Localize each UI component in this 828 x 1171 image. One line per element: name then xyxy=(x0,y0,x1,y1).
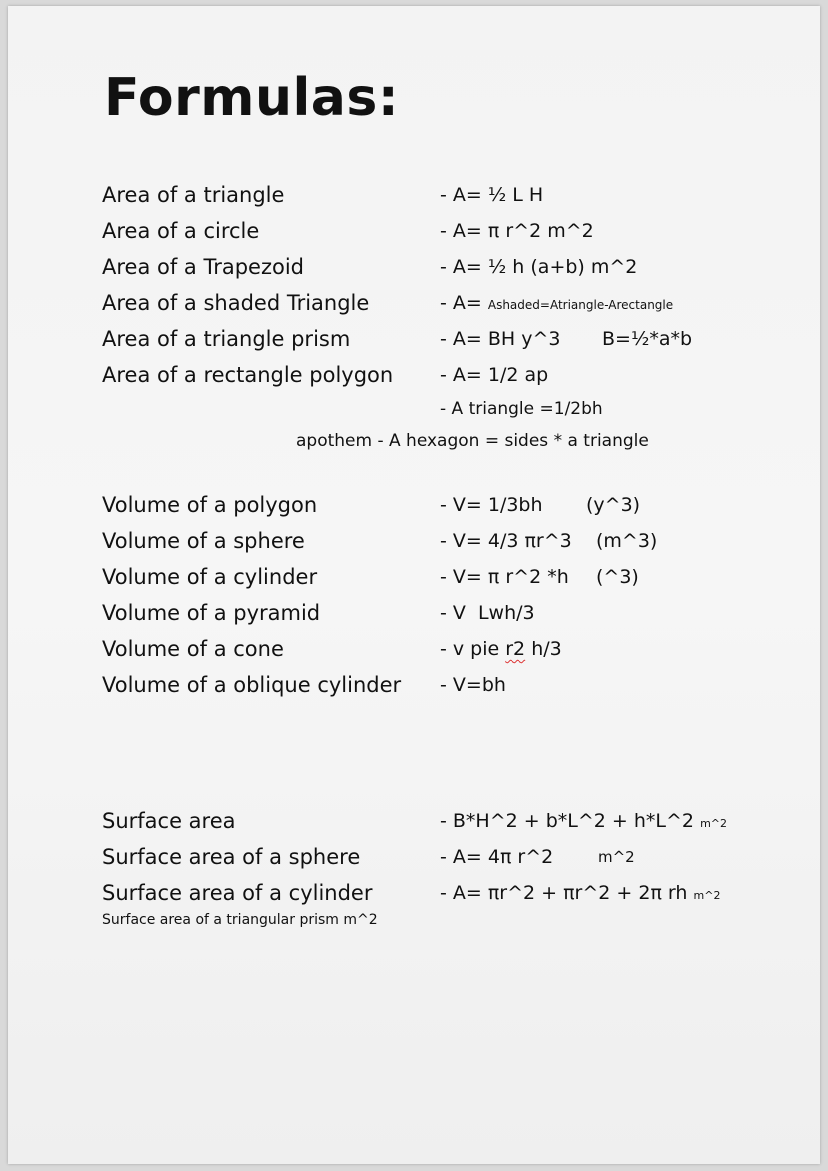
surface-general-formula xyxy=(440,806,727,839)
area-triangle-note: - A triangle =1/2bh xyxy=(440,399,603,419)
area-prism-base-formula: B=½*a*b xyxy=(602,328,693,350)
volume-polygon-formula: - V= 1/3bh xyxy=(440,494,543,516)
area-triangle-row xyxy=(8,180,820,210)
volume-polygon-row xyxy=(8,490,820,520)
surface-general-label: Surface area xyxy=(102,809,236,833)
area-apothem-note-row xyxy=(8,426,820,456)
surface-cylinder-unit: m^2 xyxy=(693,889,721,902)
area-apothem-note: apothem - A hexagon = sides * a triangle xyxy=(296,431,649,451)
volume-sphere-row xyxy=(8,526,820,556)
surface-cylinder-formula-text: - A= πr^2 + πr^2 + 2π rh xyxy=(440,882,688,904)
area-polygon-formula: - A= 1/2 ap xyxy=(440,364,549,386)
area-shaded-row xyxy=(8,288,820,318)
area-shaded-formula-detail: Ashaded=Atriangle-Arectangle xyxy=(487,298,674,312)
area-triangle-note-row xyxy=(8,394,820,424)
volume-polygon-unit: (y^3) xyxy=(586,494,641,516)
volume-oblique-row xyxy=(8,670,820,700)
surface-general-formula-text: - B*H^2 + b*L^2 + h*L^2 xyxy=(440,810,695,832)
volume-cone-label: Volume of a cone xyxy=(102,637,284,661)
surface-sphere-row xyxy=(8,842,820,872)
volume-cylinder-row xyxy=(8,562,820,592)
surface-prism-label: Surface area of a triangular prism m^2 xyxy=(102,912,378,928)
volume-pyramid-formula: - V Lwh/3 xyxy=(440,602,535,624)
volume-polygon-label: Volume of a polygon xyxy=(102,493,318,517)
area-prism-formula: - A= BH y^3 xyxy=(440,328,561,350)
volume-cylinder-unit: (^3) xyxy=(596,566,639,588)
volume-cylinder-formula: - V= π r^2 *h xyxy=(440,566,569,588)
surface-general-unit: m^2 xyxy=(700,817,727,830)
surface-cylinder-label: Surface area of a cylinder xyxy=(102,881,373,905)
area-trapezoid-label: Area of a Trapezoid xyxy=(102,255,304,279)
area-shaded-formula xyxy=(440,288,673,320)
area-prism-label: Area of a triangle prism xyxy=(102,327,351,351)
area-trapezoid-formula: - A= ½ h (a+b) m^2 xyxy=(440,256,638,278)
volume-cone-formula-suffix: h/3 xyxy=(525,638,562,660)
volume-sphere-label: Volume of a sphere xyxy=(102,529,305,553)
volume-cone-formula-radius: r2 xyxy=(505,638,526,660)
area-triangle-formula: - A= ½ L H xyxy=(440,184,544,206)
volume-pyramid-row xyxy=(8,598,820,628)
surface-cylinder-row xyxy=(8,878,820,908)
surface-sphere-label: Surface area of a sphere xyxy=(102,845,361,869)
volume-oblique-label: Volume of a oblique cylinder xyxy=(102,673,402,697)
area-circle-formula: - A= π r^2 m^2 xyxy=(440,220,594,242)
page-title: Formulas: xyxy=(104,68,400,128)
area-triangle-label: Area of a triangle xyxy=(102,183,285,207)
area-circle-label: Area of a circle xyxy=(102,219,260,243)
volume-cone-row xyxy=(8,634,820,664)
volume-oblique-formula: - V=bh xyxy=(440,674,506,696)
area-shaded-label: Area of a shaded Triangle xyxy=(102,291,370,315)
volume-cone-formula xyxy=(440,634,562,664)
area-prism-row xyxy=(8,324,820,354)
volume-sphere-formula: - V= 4/3 πr^3 xyxy=(440,530,572,552)
surface-general-row xyxy=(8,806,820,836)
area-trapezoid-row xyxy=(8,252,820,282)
area-shaded-formula-prefix: - A= xyxy=(440,292,488,314)
volume-cylinder-label: Volume of a cylinder xyxy=(102,565,318,589)
surface-cylinder-formula xyxy=(440,878,720,911)
area-polygon-label: Area of a rectangle polygon xyxy=(102,363,394,387)
document-page xyxy=(8,6,820,1164)
surface-sphere-formula: - A= 4π r^2 xyxy=(440,846,554,868)
area-circle-row xyxy=(8,216,820,246)
surface-sphere-unit: m^2 xyxy=(598,848,635,866)
area-polygon-row xyxy=(8,360,820,390)
volume-sphere-unit: (m^3) xyxy=(596,530,658,552)
volume-pyramid-label: Volume of a pyramid xyxy=(102,601,321,625)
volume-cone-formula-prefix: - v pie xyxy=(440,638,506,660)
